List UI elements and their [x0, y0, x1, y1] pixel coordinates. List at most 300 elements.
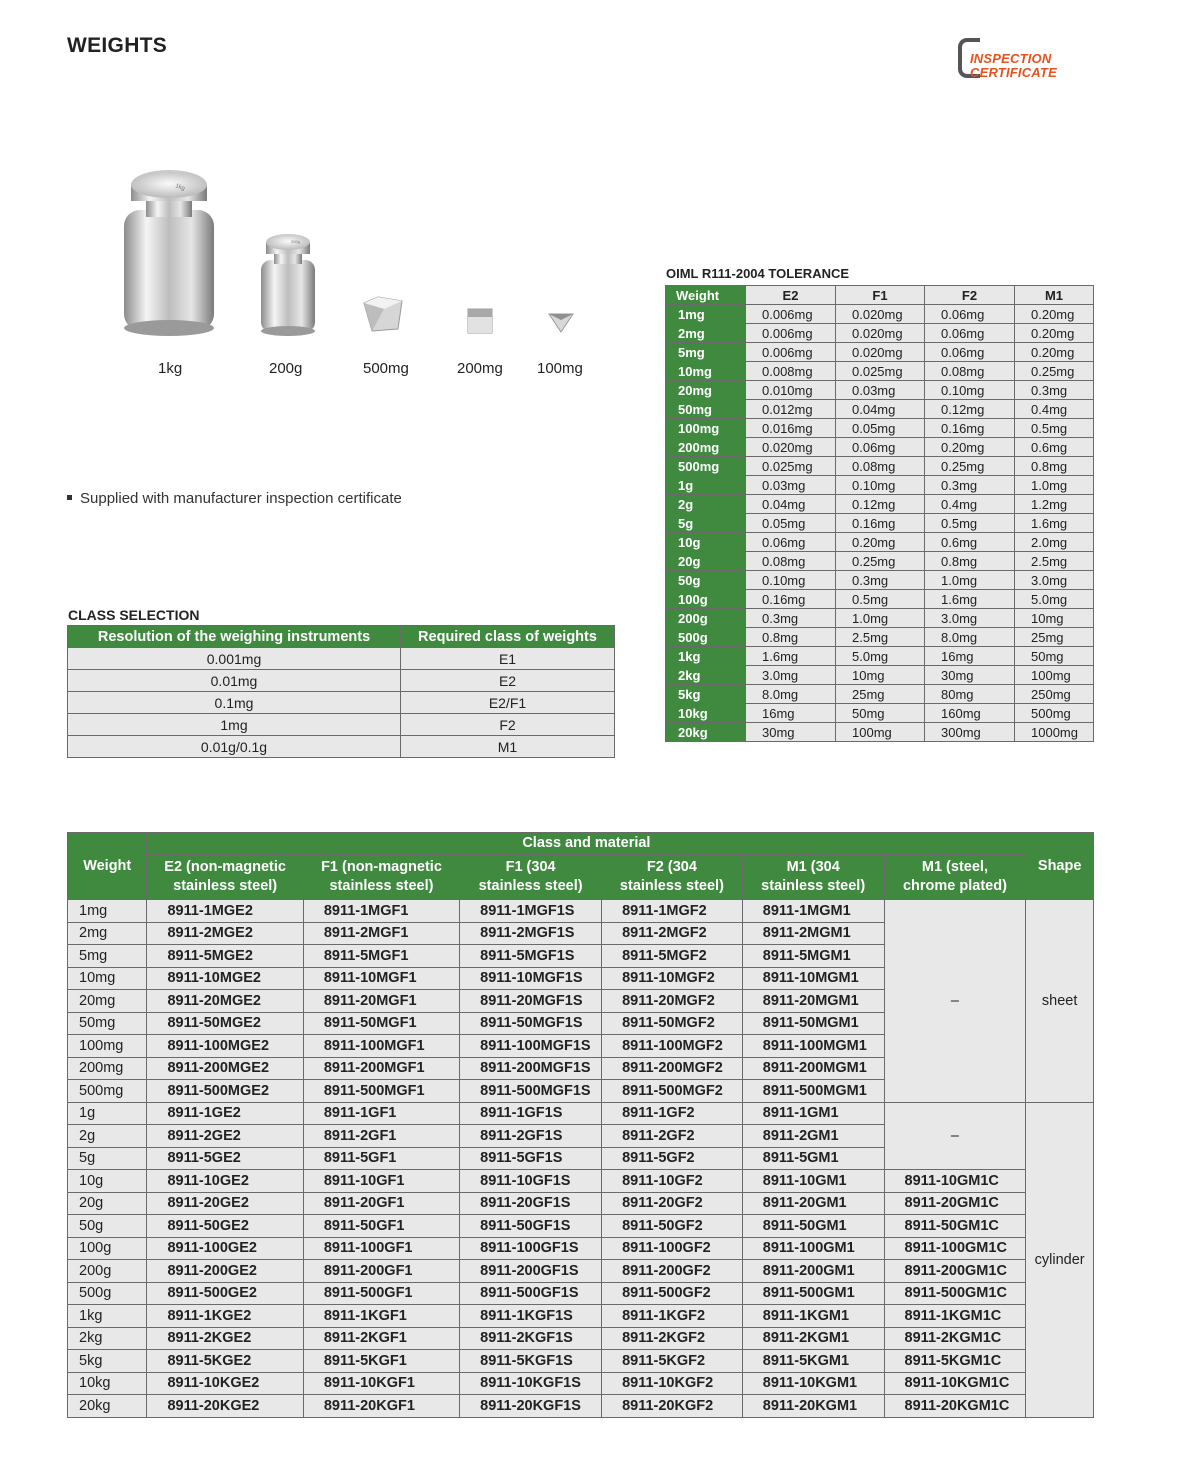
- catalog-code-cell: 8911-10GF1S: [460, 1170, 602, 1193]
- catalog-code-cell: 8911-2KGM1: [742, 1327, 884, 1350]
- tolerance-value-cell: 0.006mg: [746, 324, 836, 343]
- catalog-code-cell: 8911-1KGF1S: [460, 1305, 602, 1328]
- tolerance-row: [666, 647, 1094, 666]
- tolerance-value-cell: 0.20mg: [925, 438, 1015, 457]
- tolerance-value-cell: 2.0mg: [1015, 533, 1094, 552]
- tolerance-value-cell: 500mg: [1015, 704, 1094, 723]
- tolerance-row: [666, 362, 1094, 381]
- catalog-code-cell: 8911-20MGM1: [742, 990, 884, 1013]
- catalog-code-cell: 8911-20KGM1: [742, 1395, 884, 1418]
- weight-200g-image: [258, 230, 318, 340]
- tolerance-value-cell: 0.025mg: [836, 362, 925, 381]
- tolerance-value-cell: 0.20mg: [1015, 343, 1094, 362]
- catalog-weight-cell: 1g: [68, 1102, 147, 1125]
- class-required-cell: E1: [401, 648, 615, 670]
- catalog-code-cell: 8911-5KGF1S: [460, 1350, 602, 1373]
- catalog-col-header-line: F2 (304: [646, 859, 697, 875]
- catalog-dash-cell: –: [884, 900, 1026, 1103]
- tolerance-weight-cell: 200mg: [666, 438, 746, 457]
- tolerance-value-cell: 250mg: [1015, 685, 1094, 704]
- tolerance-value-cell: 0.06mg: [836, 438, 925, 457]
- catalog-code-cell: 8911-200GF1S: [460, 1260, 602, 1283]
- catalog-code-cell: 8911-5MGE2: [147, 945, 303, 968]
- tolerance-value-cell: 16mg: [925, 647, 1015, 666]
- catalog-code-cell: 8911-10MGF2: [602, 967, 743, 990]
- tolerance-value-cell: 50mg: [1015, 647, 1094, 666]
- catalog-weight-cell: 20kg: [68, 1395, 147, 1418]
- tolerance-value-cell: 25mg: [836, 685, 925, 704]
- page-title: WEIGHTS: [67, 34, 168, 57]
- catalog-code-cell: 8911-1KGF1: [303, 1305, 459, 1328]
- tolerance-value-cell: 0.006mg: [746, 305, 836, 324]
- tolerance-value-cell: 0.4mg: [925, 495, 1015, 514]
- catalog-code-cell: 8911-20MGF1S: [460, 990, 602, 1013]
- bullet-icon: [67, 495, 72, 500]
- tolerance-value-cell: 80mg: [925, 685, 1015, 704]
- catalog-row: [68, 1192, 1094, 1215]
- catalog-col-header-line: stainless steel): [173, 878, 278, 894]
- catalog-code-cell: 8911-20KGF2: [602, 1395, 743, 1418]
- catalog-row: [68, 1102, 1094, 1125]
- tolerance-weight-cell: 1mg: [666, 305, 746, 324]
- catalog-code-cell: 8911-500MGE2: [147, 1080, 303, 1103]
- catalog-code-cell: 8911-200GE2: [147, 1260, 303, 1283]
- catalog-code-cell: 8911-200MGF1S: [460, 1057, 602, 1080]
- weight-500mg-image: [360, 293, 410, 338]
- catalog-weight-cell: 500g: [68, 1282, 147, 1305]
- catalog-col-header-line: stainless steel): [619, 878, 724, 894]
- catalog-weight-cell: 100g: [68, 1237, 147, 1260]
- catalog-code-cell: 8911-20GM1: [742, 1192, 884, 1215]
- catalog-code-cell: 8911-5MGM1: [742, 945, 884, 968]
- tolerance-value-cell: 0.020mg: [836, 324, 925, 343]
- tolerance-weight-cell: 10g: [666, 533, 746, 552]
- tolerance-value-cell: 1.0mg: [836, 609, 925, 628]
- catalog-code-cell: 8911-5KGF1: [303, 1350, 459, 1373]
- catalog-code-cell: 8911-2MGM1: [742, 922, 884, 945]
- catalog-code-cell: 8911-50MGM1: [742, 1012, 884, 1035]
- weight-label: 100mg: [537, 360, 583, 377]
- tolerance-value-cell: 0.012mg: [746, 400, 836, 419]
- catalog-weight-cell: 2kg: [68, 1327, 147, 1350]
- catalog-code-cell: 8911-500MGF2: [602, 1080, 743, 1103]
- catalog-code-cell: 8911-100MGF1: [303, 1035, 459, 1058]
- catalog-code-cell: 8911-500GE2: [147, 1282, 303, 1305]
- tolerance-value-cell: 30mg: [746, 723, 836, 742]
- weight-1kg-stamp: 1kg: [174, 183, 186, 193]
- catalog-shape-cell: sheet: [1026, 900, 1094, 1103]
- tol-header-f1: F1: [836, 286, 925, 305]
- catalog-code-cell: 8911-20GE2: [147, 1192, 303, 1215]
- catalog-weight-cell: 200mg: [68, 1057, 147, 1080]
- catalog-code-cell: 8911-5GF1: [303, 1147, 459, 1170]
- tolerance-value-cell: 10mg: [836, 666, 925, 685]
- catalog-code-cell: 8911-100MGF2: [602, 1035, 743, 1058]
- tolerance-weight-cell: 1g: [666, 476, 746, 495]
- catalog-col-header-line: stainless steel): [329, 878, 434, 894]
- catalog-code-cell: 8911-10KGM1: [742, 1372, 884, 1395]
- tolerance-value-cell: 0.3mg: [1015, 381, 1094, 400]
- catalog-weight-cell: 5mg: [68, 945, 147, 968]
- catalog-code-cell: 8911-1GM1: [742, 1102, 884, 1125]
- logo-line1: INSPECTION: [970, 51, 1052, 66]
- catalog-code-cell: 8911-10MGF1S: [460, 967, 602, 990]
- catalog-code-cell: 8911-10GM1C: [884, 1170, 1026, 1193]
- catalog-row: [68, 1260, 1094, 1283]
- tolerance-row: [666, 628, 1094, 647]
- catalog-header-shape: Shape: [1026, 833, 1094, 900]
- catalog-code-cell: 8911-50GM1C: [884, 1215, 1026, 1238]
- catalog-code-cell: 8911-200MGF2: [602, 1057, 743, 1080]
- catalog-code-cell: 8911-1GF1S: [460, 1102, 602, 1125]
- tolerance-value-cell: 0.04mg: [836, 400, 925, 419]
- tolerance-value-cell: 0.6mg: [1015, 438, 1094, 457]
- tolerance-row: [666, 704, 1094, 723]
- catalog-weight-cell: 500mg: [68, 1080, 147, 1103]
- tolerance-value-cell: 1.0mg: [1015, 476, 1094, 495]
- catalog-code-cell: 8911-1KGM1C: [884, 1305, 1026, 1328]
- catalog-code-cell: 8911-500GM1: [742, 1282, 884, 1305]
- catalog-row: [68, 900, 1094, 923]
- catalog-code-cell: 8911-10GE2: [147, 1170, 303, 1193]
- tolerance-value-cell: 0.25mg: [925, 457, 1015, 476]
- catalog-code-cell: 8911-5KGM1: [742, 1350, 884, 1373]
- tolerance-value-cell: 0.8mg: [925, 552, 1015, 571]
- catalog-code-cell: 8911-2GF2: [602, 1125, 743, 1148]
- catalog-code-cell: 8911-10KGF1S: [460, 1372, 602, 1395]
- class-row: [68, 692, 615, 714]
- tolerance-value-cell: 0.06mg: [746, 533, 836, 552]
- catalog-code-cell: 8911-5MGF2: [602, 945, 743, 968]
- tolerance-row: [666, 476, 1094, 495]
- weight-label: 500mg: [363, 360, 409, 377]
- tolerance-value-cell: 0.008mg: [746, 362, 836, 381]
- tolerance-value-cell: 5.0mg: [1015, 590, 1094, 609]
- weight-1kg-image: [120, 165, 220, 340]
- tolerance-value-cell: 8.0mg: [746, 685, 836, 704]
- catalog-code-cell: 8911-100MGM1: [742, 1035, 884, 1058]
- tolerance-value-cell: 0.16mg: [925, 419, 1015, 438]
- tolerance-weight-cell: 500mg: [666, 457, 746, 476]
- catalog-code-cell: 8911-200GM1: [742, 1260, 884, 1283]
- certificate-note-text: Supplied with manufacturer inspection certificate: [80, 490, 402, 507]
- class-selection-title: CLASS SELECTION: [68, 607, 200, 623]
- tolerance-value-cell: 0.04mg: [746, 495, 836, 514]
- catalog-col-header-line: chrome plated): [902, 878, 1007, 894]
- catalog-code-cell: 8911-5GM1: [742, 1147, 884, 1170]
- catalog-code-cell: 8911-50MGF1S: [460, 1012, 602, 1035]
- tolerance-value-cell: 1.2mg: [1015, 495, 1094, 514]
- catalog-weight-cell: 10mg: [68, 967, 147, 990]
- tolerance-value-cell: 0.10mg: [836, 476, 925, 495]
- tolerance-row: [666, 457, 1094, 476]
- catalog-code-cell: 8911-1MGF1: [303, 900, 459, 923]
- weight-200g-stamp: 200g: [291, 239, 300, 244]
- catalog-code-cell: 8911-200MGE2: [147, 1057, 303, 1080]
- catalog-code-cell: 8911-5GF1S: [460, 1147, 602, 1170]
- catalog-weight-cell: 1kg: [68, 1305, 147, 1328]
- tolerance-value-cell: 0.5mg: [1015, 419, 1094, 438]
- catalog-code-cell: 8911-5KGM1C: [884, 1350, 1026, 1373]
- tolerance-value-cell: 0.3mg: [925, 476, 1015, 495]
- tolerance-weight-cell: 5kg: [666, 685, 746, 704]
- catalog-row: [68, 1305, 1094, 1328]
- catalog-weight-cell: 100mg: [68, 1035, 147, 1058]
- catalog-code-cell: 8911-100GF1S: [460, 1237, 602, 1260]
- class-required-cell: F2: [401, 714, 615, 736]
- catalog-code-cell: 8911-20KGF1: [303, 1395, 459, 1418]
- tolerance-weight-cell: 1kg: [666, 647, 746, 666]
- catalog-row: [68, 1395, 1094, 1418]
- catalog-code-cell: 8911-1GE2: [147, 1102, 303, 1125]
- tolerance-weight-cell: 10kg: [666, 704, 746, 723]
- catalog-weight-cell: 5kg: [68, 1350, 147, 1373]
- catalog-code-cell: 8911-1KGE2: [147, 1305, 303, 1328]
- catalog-weight-cell: 2mg: [68, 922, 147, 945]
- class-row: [68, 714, 615, 736]
- catalog-row: [68, 1170, 1094, 1193]
- catalog-weight-cell: 50mg: [68, 1012, 147, 1035]
- weight-200mg-image: [462, 303, 498, 339]
- catalog-code-cell: 8911-2KGF2: [602, 1327, 743, 1350]
- tolerance-value-cell: 2.5mg: [1015, 552, 1094, 571]
- catalog-code-cell: 8911-500MGF1: [303, 1080, 459, 1103]
- tolerance-value-cell: 0.020mg: [836, 305, 925, 324]
- tolerance-value-cell: 0.25mg: [1015, 362, 1094, 381]
- tolerance-value-cell: 8.0mg: [925, 628, 1015, 647]
- catalog-code-cell: 8911-100GF1: [303, 1237, 459, 1260]
- catalog-col-header-line: stainless steel): [761, 878, 866, 894]
- tolerance-row: [666, 571, 1094, 590]
- catalog-row: [68, 1350, 1094, 1373]
- catalog-col-header-line: E2 (non-magnetic: [164, 859, 286, 875]
- tolerance-value-cell: 0.020mg: [746, 438, 836, 457]
- tolerance-row: [666, 419, 1094, 438]
- catalog-weight-cell: 200g: [68, 1260, 147, 1283]
- catalog-col-header-line: M1 (steel,: [921, 859, 988, 875]
- catalog-code-cell: 8911-500GF1S: [460, 1282, 602, 1305]
- tolerance-value-cell: 3.0mg: [1015, 571, 1094, 590]
- tolerance-value-cell: 3.0mg: [925, 609, 1015, 628]
- catalog-code-cell: 8911-10KGF2: [602, 1372, 743, 1395]
- tolerance-value-cell: 10mg: [1015, 609, 1094, 628]
- catalog-weight-cell: 2g: [68, 1125, 147, 1148]
- tolerance-weight-cell: 20mg: [666, 381, 746, 400]
- catalog-code-cell: 8911-200MGF1: [303, 1057, 459, 1080]
- catalog-col-header: [460, 855, 602, 900]
- catalog-code-cell: 8911-20MGF1: [303, 990, 459, 1013]
- tolerance-row: [666, 305, 1094, 324]
- catalog-code-cell: 8911-100GM1: [742, 1237, 884, 1260]
- catalog-code-cell: 8911-1MGF1S: [460, 900, 602, 923]
- logo-line2: CERTIFICATE: [970, 65, 1057, 80]
- tol-header-m1: M1: [1015, 286, 1094, 305]
- tolerance-value-cell: 160mg: [925, 704, 1015, 723]
- tolerance-value-cell: 0.6mg: [925, 533, 1015, 552]
- catalog-code-cell: 8911-10GM1: [742, 1170, 884, 1193]
- weight-label: 1kg: [158, 360, 183, 377]
- catalog-code-cell: 8911-50MGF1: [303, 1012, 459, 1035]
- catalog-header-weight: Weight: [68, 833, 147, 900]
- tolerance-value-cell: 0.06mg: [925, 305, 1015, 324]
- catalog-code-cell: 8911-20KGE2: [147, 1395, 303, 1418]
- class-resolution-cell: 0.1mg: [68, 692, 401, 714]
- tolerance-value-cell: 0.20mg: [1015, 324, 1094, 343]
- tolerance-value-cell: 0.03mg: [746, 476, 836, 495]
- catalog-weight-cell: 10g: [68, 1170, 147, 1193]
- tolerance-value-cell: 0.06mg: [925, 324, 1015, 343]
- catalog-code-cell: 8911-1GF2: [602, 1102, 743, 1125]
- tolerance-weight-cell: 2g: [666, 495, 746, 514]
- catalog-code-cell: 8911-50GF1S: [460, 1215, 602, 1238]
- class-row: [68, 736, 615, 758]
- tolerance-value-cell: 50mg: [836, 704, 925, 723]
- tolerance-value-cell: 0.10mg: [925, 381, 1015, 400]
- tol-header-weight: Weight: [666, 286, 746, 305]
- catalog-code-cell: 8911-2MGF1: [303, 922, 459, 945]
- catalog-code-cell: 8911-2GE2: [147, 1125, 303, 1148]
- tolerance-value-cell: 0.20mg: [1015, 305, 1094, 324]
- catalog-col-header: [884, 855, 1026, 900]
- class-header-resolution: Resolution of the weighing instruments: [68, 626, 401, 648]
- tolerance-weight-cell: 50g: [666, 571, 746, 590]
- tolerance-row: [666, 552, 1094, 571]
- catalog-row: [68, 1372, 1094, 1395]
- catalog-code-cell: 8911-2MGE2: [147, 922, 303, 945]
- tol-header-e2: E2: [746, 286, 836, 305]
- class-row: [68, 648, 615, 670]
- tolerance-row: [666, 400, 1094, 419]
- catalog-code-cell: 8911-1MGE2: [147, 900, 303, 923]
- tolerance-value-cell: 0.08mg: [836, 457, 925, 476]
- catalog-row: [68, 1327, 1094, 1350]
- catalog-code-cell: 8911-500MGM1: [742, 1080, 884, 1103]
- class-row: [68, 670, 615, 692]
- catalog-code-cell: 8911-2KGF1S: [460, 1327, 602, 1350]
- tolerance-weight-cell: 50mg: [666, 400, 746, 419]
- catalog-code-cell: 8911-5GF2: [602, 1147, 743, 1170]
- class-required-cell: E2/F1: [401, 692, 615, 714]
- catalog-weight-cell: 20g: [68, 1192, 147, 1215]
- weight-label: 200mg: [457, 360, 503, 377]
- catalog-col-header: [602, 855, 743, 900]
- tol-header-f2: F2: [925, 286, 1015, 305]
- catalog-code-cell: 8911-2GF1S: [460, 1125, 602, 1148]
- tolerance-value-cell: 0.16mg: [836, 514, 925, 533]
- tolerance-row: [666, 495, 1094, 514]
- catalog-code-cell: 8911-200GF2: [602, 1260, 743, 1283]
- catalog-code-cell: 8911-10GF1: [303, 1170, 459, 1193]
- tolerance-value-cell: 0.8mg: [1015, 457, 1094, 476]
- tolerance-row: [666, 324, 1094, 343]
- tolerance-row: [666, 533, 1094, 552]
- class-resolution-cell: 0.01g/0.1g: [68, 736, 401, 758]
- catalog-code-cell: 8911-50GM1: [742, 1215, 884, 1238]
- catalog-code-cell: 8911-10MGM1: [742, 967, 884, 990]
- catalog-code-cell: 8911-1MGF2: [602, 900, 743, 923]
- tolerance-value-cell: 3.0mg: [746, 666, 836, 685]
- catalog-code-cell: 8911-100GE2: [147, 1237, 303, 1260]
- catalog-code-cell: 8911-500GM1C: [884, 1282, 1026, 1305]
- catalog-code-cell: 8911-2KGM1C: [884, 1327, 1026, 1350]
- weight-label: 200g: [269, 360, 303, 377]
- catalog-code-cell: 8911-100MGF1S: [460, 1035, 602, 1058]
- tolerance-value-cell: 1.6mg: [1015, 514, 1094, 533]
- catalog-code-cell: 8911-200GF1: [303, 1260, 459, 1283]
- certificate-note: [67, 490, 402, 507]
- catalog-code-cell: 8911-500MGF1S: [460, 1080, 602, 1103]
- catalog-row: [68, 1237, 1094, 1260]
- class-selection-table: [67, 625, 615, 758]
- catalog-code-cell: 8911-10GF2: [602, 1170, 743, 1193]
- tolerance-value-cell: 0.5mg: [836, 590, 925, 609]
- tolerance-value-cell: 5.0mg: [836, 647, 925, 666]
- catalog-code-cell: 8911-20MGE2: [147, 990, 303, 1013]
- tolerance-value-cell: 300mg: [925, 723, 1015, 742]
- catalog-code-cell: 8911-50MGE2: [147, 1012, 303, 1035]
- tolerance-weight-cell: 100mg: [666, 419, 746, 438]
- catalog-col-header: [303, 855, 459, 900]
- tolerance-value-cell: 0.8mg: [746, 628, 836, 647]
- class-required-cell: M1: [401, 736, 615, 758]
- catalog-code-cell: 8911-5KGF2: [602, 1350, 743, 1373]
- catalog-code-cell: 8911-200GM1C: [884, 1260, 1026, 1283]
- catalog-code-cell: 8911-500GF2: [602, 1282, 743, 1305]
- catalog-code-cell: 8911-20GM1C: [884, 1192, 1026, 1215]
- tolerance-value-cell: 0.06mg: [925, 343, 1015, 362]
- catalog-code-cell: 8911-1GF1: [303, 1102, 459, 1125]
- tolerance-value-cell: 0.3mg: [836, 571, 925, 590]
- catalog-code-cell: 8911-500GF1: [303, 1282, 459, 1305]
- catalog-code-cell: 8911-200MGM1: [742, 1057, 884, 1080]
- catalog-code-cell: 8911-20MGF2: [602, 990, 743, 1013]
- tolerance-value-cell: 1.6mg: [925, 590, 1015, 609]
- catalog-code-cell: 8911-5MGF1: [303, 945, 459, 968]
- weight-100mg-image: [546, 308, 576, 338]
- weights-gallery: [110, 165, 610, 385]
- class-resolution-cell: 0.001mg: [68, 648, 401, 670]
- tolerance-row: [666, 438, 1094, 457]
- tolerance-weight-cell: 500g: [666, 628, 746, 647]
- class-resolution-cell: 0.01mg: [68, 670, 401, 692]
- tolerance-value-cell: 0.12mg: [836, 495, 925, 514]
- catalog-shape-cell: cylinder: [1026, 1102, 1094, 1417]
- tolerance-value-cell: 0.16mg: [746, 590, 836, 609]
- catalog-code-cell: 8911-20KGF1S: [460, 1395, 602, 1418]
- tolerance-weight-cell: 5mg: [666, 343, 746, 362]
- tolerance-value-cell: 0.08mg: [925, 362, 1015, 381]
- catalog-col-header-line: F1 (non-magnetic: [321, 859, 442, 875]
- tolerance-value-cell: 25mg: [1015, 628, 1094, 647]
- catalog-code-cell: 8911-50GE2: [147, 1215, 303, 1238]
- tolerance-row: [666, 666, 1094, 685]
- catalog-col-header: [742, 855, 884, 900]
- catalog-code-cell: 8911-50MGF2: [602, 1012, 743, 1035]
- catalog-code-cell: 8911-2KGF1: [303, 1327, 459, 1350]
- tolerance-row: [666, 343, 1094, 362]
- class-required-cell: E2: [401, 670, 615, 692]
- tolerance-value-cell: 0.010mg: [746, 381, 836, 400]
- tolerance-weight-cell: 10mg: [666, 362, 746, 381]
- tolerance-weight-cell: 20g: [666, 552, 746, 571]
- tolerance-value-cell: 0.05mg: [836, 419, 925, 438]
- catalog-code-cell: 8911-50GF1: [303, 1215, 459, 1238]
- tolerance-value-cell: 0.006mg: [746, 343, 836, 362]
- catalog-col-header-line: F1 (304: [505, 859, 556, 875]
- tolerance-table: [665, 285, 1094, 742]
- catalog-code-cell: 8911-20KGM1C: [884, 1395, 1026, 1418]
- tolerance-value-cell: 30mg: [925, 666, 1015, 685]
